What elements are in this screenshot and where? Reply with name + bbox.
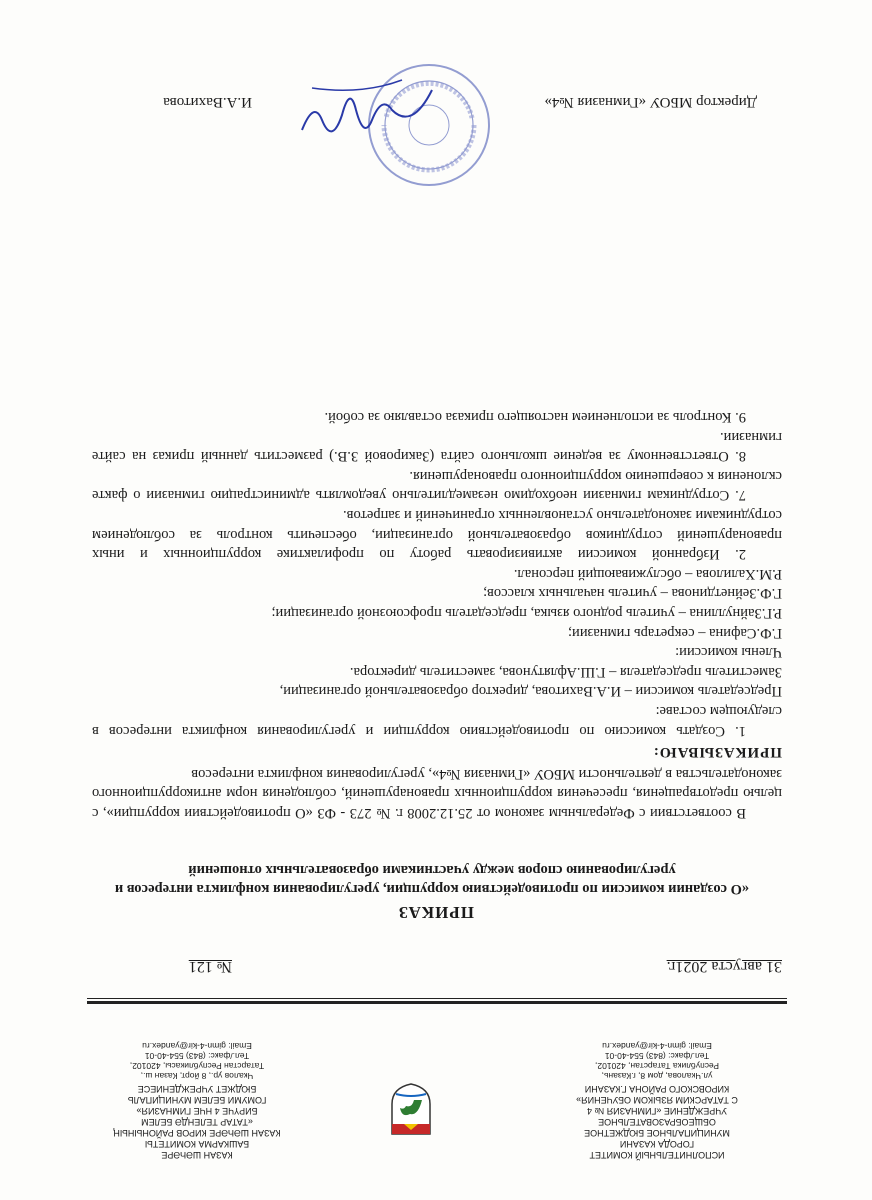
header-divider-thin — [87, 998, 787, 999]
header-divider — [87, 1001, 787, 1004]
letterhead-tatar — [42, 1041, 352, 1160]
letterhead-line: БЮДЖЕТ УЧРЕЖДЕНИЕСЕ — [137, 1084, 257, 1094]
item-8: 8. Ответственному за ведение школьного сайта (Закировой З.В.) разместить данный приказ на сайте гимназии. — [92, 428, 782, 465]
address-line: Тел./факс: (843) 554-40-01 — [144, 1051, 250, 1061]
address-line: Татарстан Республикасы, 420102, — [129, 1061, 265, 1071]
letterhead-line: БИРҮЧЕ 4 НЧЕ ГИМНАЗИЯ» — [136, 1106, 258, 1116]
letterhead-line: КИРОВСКОГО РАЙОНА Г.КАЗАНИ — [584, 1084, 730, 1094]
letterhead-line: КАЗАН ШӘҺӘРЕ КИРОВ РАЙОНЫНЫҢ — [113, 1128, 281, 1138]
letterhead-line: КАЗАН ШӘҺӘРЕ — [161, 1150, 233, 1160]
order-date: 31 августа 2021г. — [666, 958, 782, 975]
letterhead-line: МУНИЦИПАЛЬНОЕ БЮДЖЕТНОЕ — [584, 1128, 730, 1138]
address-line: Email: gimn-4-kir@yandex.ru — [602, 1041, 712, 1051]
commission-deputy: Заместитель председателя – Г.Ш.Афлятунова, заместитель директора. — [349, 663, 782, 680]
document-subtitle: «О создании комиссии по противодействию коррупции, урегулирования конфликта интересов и урегулированию споров между участниками образовательных отношений — [114, 862, 750, 897]
letterhead-line: С ТАТАРСКИМ ЯЗЫКОМ ОБУЧЕНИЯ» — [576, 1095, 738, 1105]
letterhead-line: ОБЩЕОБРАЗОВАТЕЛЬНОЕ — [598, 1117, 716, 1127]
item-2: 2. Избранной комиссии активизировать работу по профилактике коррупционных и иных правонарушений сотрудников образовательной организации, обеспечить контроль за соблюдением сотрудниками законодательно установленных ограничений и запретов. — [92, 507, 782, 563]
item-7: 7. Сотрудникам гимназии необходимо незамедлительно уведомлять администрацию гимназии о факте склонения к совершению коррупционного правонарушения. — [92, 467, 782, 504]
document-body — [92, 407, 782, 822]
member: Р.М.Халилова – обслуживающий персонал. — [513, 565, 782, 582]
address-line: Тел./факс: (843) 554-40-01 — [604, 1051, 710, 1061]
item-1: 1. Создать комиссию по противодействию коррупции и урегулирования конфликта интересов в следующем составе: — [92, 703, 782, 739]
address-line: Чкалов ур., 8 йорт, Казан ш., — [140, 1071, 254, 1081]
member: Г.Ф.Зейнетдинова – учитель начальных классов; — [483, 585, 782, 602]
letterhead-address — [502, 1041, 812, 1081]
preamble: В соответствии с Федеральным законом от 25.12.2008 г. № 273 - ФЗ «О противодействии коррупции», с целью предотвращения, пресечения коррупционных правонарушений, соблюдения норм антикоррупционного законодательства в деятельности МБОУ «Гимназия №4», урегулирования конфликта интересов — [92, 765, 782, 821]
letterhead-line: ГОМУМИ БЕЛЕМ МУНИЦИПАЛЬ — [127, 1095, 267, 1105]
document-title: ПРИКАЗ — [398, 903, 474, 922]
letterhead-address — [42, 1041, 352, 1081]
kazan-emblem-icon — [388, 1082, 434, 1138]
address-line: Республика Татарстан, 420102, — [595, 1061, 719, 1071]
order-heading: ПРИКАЗЫВАЮ: — [652, 744, 782, 761]
letterhead-line: «ТАТАР ТЕЛЕНДӘ БЕЛЕМ — [141, 1117, 253, 1127]
item-9: 9. Контроль за исполнением настоящего приказа оставляю за собой. — [324, 409, 746, 426]
director-signature-icon — [292, 70, 442, 150]
letterhead-line: ИСПОЛНИТЕЛЬНЫЙ КОМИТЕТ — [589, 1150, 725, 1160]
address-line: ул.Чкалова, дом 8, г.Казань, — [601, 1071, 713, 1081]
letterhead-russian — [502, 1041, 812, 1160]
signer-name: И.А.Вахитова — [163, 94, 252, 110]
order-number: № 121 — [188, 958, 232, 975]
address-line: Email: gimn-4-kir@yandex.ru — [142, 1041, 252, 1051]
signer-position: Директор МБОУ «Гимназия №4» — [544, 94, 757, 110]
letterhead-line: БАШКАРМА КОМИТЕТЫ — [144, 1139, 250, 1149]
member: Р.Г.Зайнуллина – учитель родного языка, председатель профсоюзной организации; — [271, 605, 782, 622]
members-label: Члены комиссии: — [675, 644, 782, 661]
letterhead-line: ГОРОДА КАЗАНИ — [619, 1139, 695, 1149]
letterhead-line: УЧРЕЖДЕНИЕ «ГИМНАЗИЯ № 4 — [587, 1106, 727, 1116]
commission-chair: Председатель комиссии – И.А.Вахитова, директор образовательной организации, — [279, 683, 782, 700]
member: Г.Ф.Сафина – секретарь гимназии; — [568, 624, 782, 641]
